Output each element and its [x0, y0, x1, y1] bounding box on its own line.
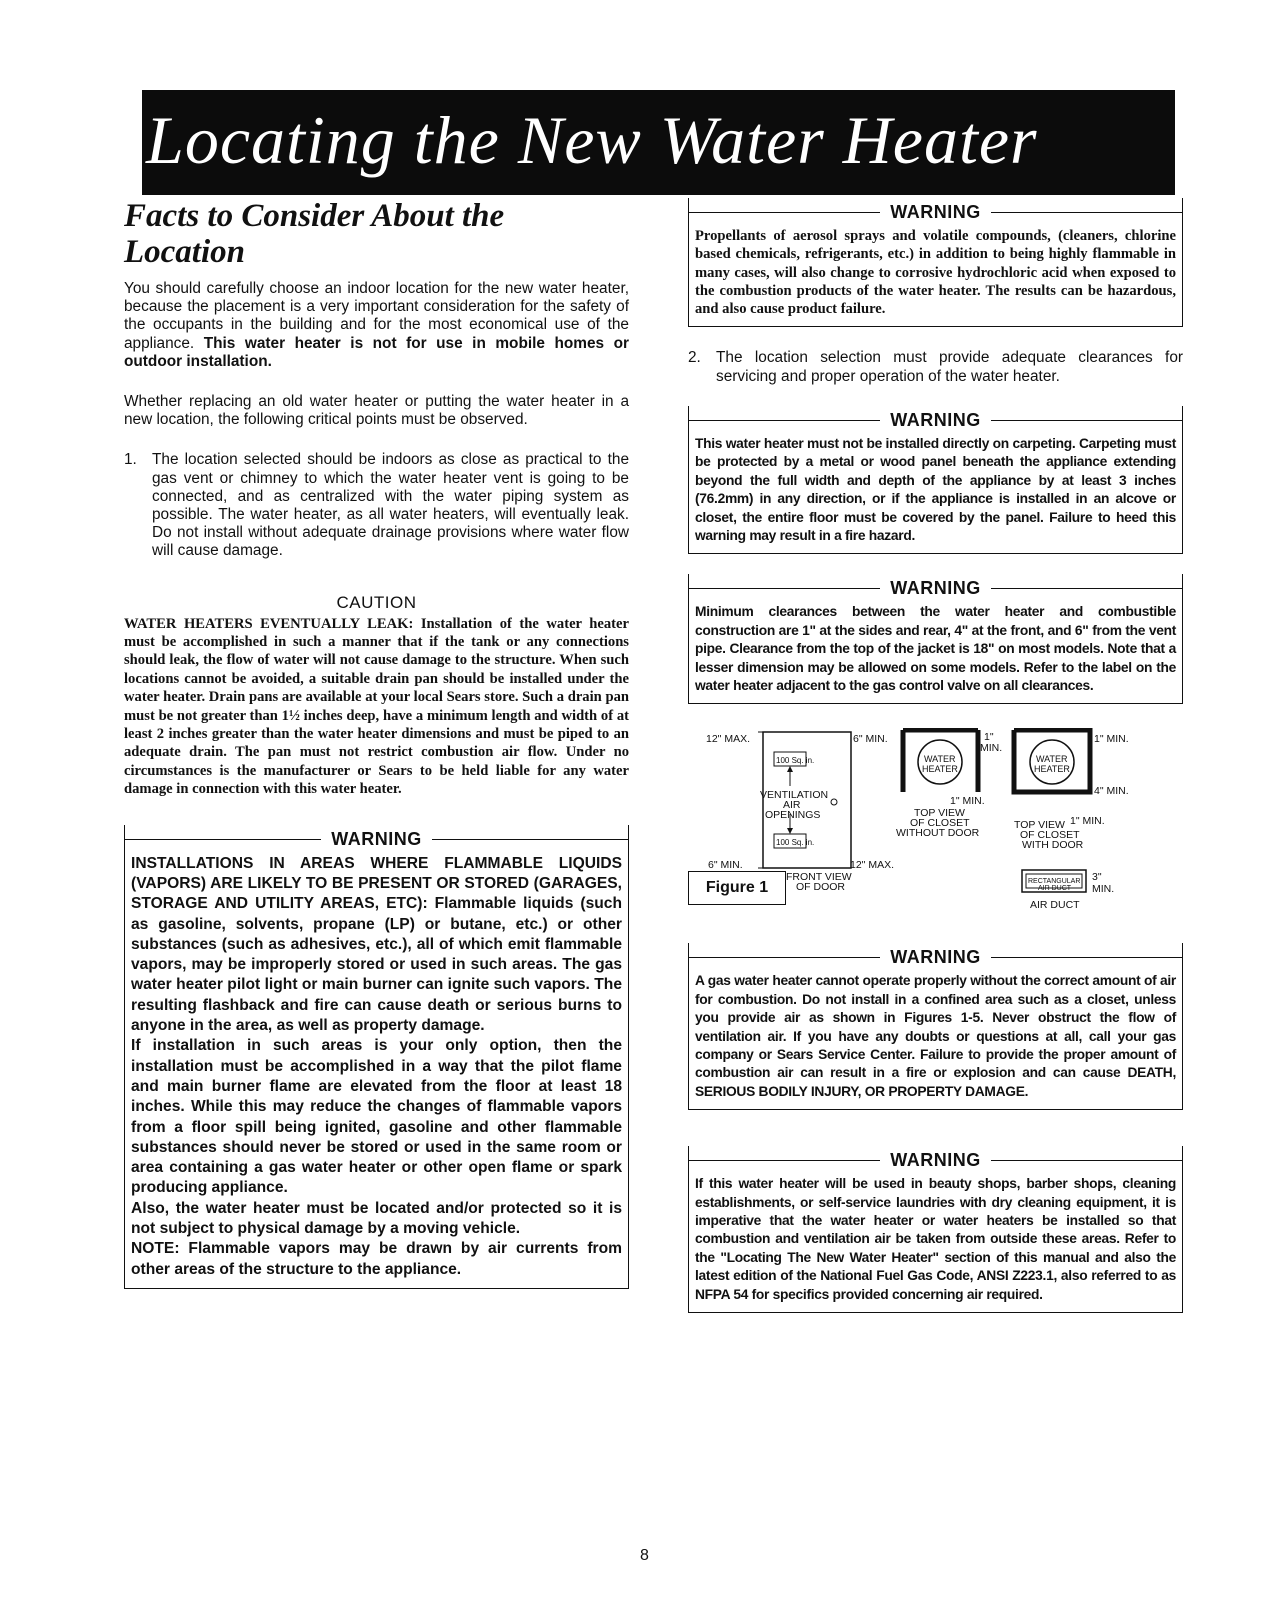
dim-1-min-label: 1" MIN.	[1094, 733, 1129, 746]
dim-3-min-label: 3"	[1092, 871, 1102, 884]
top-view-label: WITHOUT DOOR	[896, 827, 980, 840]
dim-1-min-label: 1" MIN.	[1070, 815, 1105, 828]
intro-paragraph	[124, 280, 629, 371]
dim-3-min-label: MIN.	[1092, 883, 1115, 896]
dim-1-min-label: MIN.	[980, 742, 1003, 755]
warning-heading: WARNING	[124, 829, 629, 850]
warning-heading: WARNING	[688, 410, 1183, 431]
warning-text: INSTALLATIONS IN AREAS WHERE FLAMMABLE LIQUIDS (VAPORS) ARE LIKELY TO BE PRESENT OR STORED (GARAGES, STORAGE AND UTILITY AREAS, ETC): Flammable liquids (such as gasoline, solvents, propane (LP) or butane, etc.) or other substances (such as adhesives, etc.), all of which emit flammable vapors, may be improperly stored or used in such areas. The gas water heater pilot light or main burner can ignite such vapors. The resulting flashback and fire can cause death or serious burns to anyone in the area, as well as property damage.	[131, 854, 622, 1035]
caution-heading: CAUTION	[336, 592, 417, 612]
list-item	[688, 349, 1183, 385]
dim-6-min-label: 6" MIN.	[708, 859, 743, 872]
title-banner	[142, 90, 1175, 195]
numbered-list	[124, 451, 629, 560]
warning-text: Minimum clearances between the water heater and combustible construction are 1" at the sides and rear, 4" at the front, and 6" from the vent pipe. Clearance from the top of the jacket is 18" on most models. Note that a lesser dimension may be allowed on some models. Refer to the label on the water heater adjacent to the gas control valve on all clearances.	[695, 604, 1176, 693]
warning-box-beauty-shops	[688, 1146, 1183, 1313]
top-view-label: TOP VIEW	[914, 807, 965, 820]
front-view-label: OF DOOR	[796, 881, 845, 894]
water-heater-label: WATER	[924, 754, 956, 765]
warning-text: If this water heater will be used in beauty shops, barber shops, cleaning establishments, or self-service laundries with dry cleaning equipment, it is imperative that the water heater or water heaters be installed so that combustion and ventilation air be taken from outside these areas. Refer to the "Locating The New Water Heater" section of this manual and also the latest edition of the National Fuel Gas Code, ANSI Z223.1, also referred to as NFPA 54 for specifics provided concerning air required.	[695, 1176, 1176, 1302]
top-view-label: OF CLOSET	[910, 817, 970, 830]
critical-points-paragraph: Whether replacing an old water heater or putting the water heater in a new location, the following critical points must be observed.	[124, 393, 629, 429]
list-item	[124, 451, 629, 560]
air-duct-label: AIR DUCT	[1030, 899, 1080, 912]
dim-12-max-label: 12" MAX.	[850, 859, 894, 872]
section-heading: Facts to Consider About the Location	[124, 198, 505, 270]
front-view-label: FRONT VIEW	[786, 871, 852, 884]
ventilation-label: VENTILATION	[760, 789, 829, 802]
page-number: 8	[640, 1547, 649, 1564]
list-text: The location selection must provide adequate clearances for servicing and proper operation of the water heater.	[716, 349, 1183, 385]
intro-text: You should carefully choose an indoor location for the new water heater, because the placement is a very important consideration for the safety of the occupants in the building and for the most economical use of the appliance.	[124, 280, 629, 352]
water-heater-label: WATER	[1036, 754, 1068, 765]
warning-heading: WARNING	[688, 1150, 1183, 1171]
warning-box-carpeting	[688, 406, 1183, 554]
top-view-label: WITH DOOR	[1022, 839, 1084, 852]
warning-box-flammable	[124, 825, 629, 1289]
list-number: 2.	[688, 349, 701, 367]
rectangular-duct-label: AIR DUCT	[1038, 885, 1072, 893]
opening-size-label: 100 Sq. in.	[776, 756, 815, 766]
left-column	[124, 198, 629, 1289]
warning-box-clearances	[688, 574, 1183, 704]
top-view-label: OF CLOSET	[1020, 829, 1080, 842]
air-label: AIR	[783, 799, 801, 812]
water-heater-label: HEATER	[922, 764, 958, 775]
intro-bold-text: This water heater is not for use in mobile homes or outdoor installation.	[124, 334, 630, 370]
rectangular-duct-label: RECTANGULAR	[1028, 878, 1081, 886]
warning-box-aerosol	[688, 198, 1183, 327]
warning-heading: WARNING	[688, 202, 1183, 223]
dim-4-min-label: 4" MIN.	[1094, 785, 1129, 798]
warning-text: NOTE: Flammable vapors may be drawn by air currents from other areas of the structure to the appliance.	[131, 1240, 622, 1278]
dim-1-min-label: 1" MIN.	[950, 795, 985, 808]
figure-label: Figure 1	[688, 871, 786, 905]
page-title: Locating the New Water Heater	[146, 102, 1038, 178]
list-text: The location selected should be indoors as close as practical to the gas vent or chimney to which the water heater vent is going to be connected, and as centralized with the water piping system as possible. The water heater, as all water heaters, will eventually leak. Do not install without adequate drainage provisions where water flow will cause damage.	[152, 451, 629, 560]
list-number: 1.	[124, 451, 137, 469]
warning-heading: WARNING	[688, 578, 1183, 599]
dim-6-min-label: 6" MIN.	[853, 733, 888, 746]
warning-text: This water heater must not be installed directly on carpeting. Carpeting must be protected by a metal or wood panel beneath the appliance extending beyond the full width and depth of the appliance by at least 3 inches (76.2mm) in any direction, or if the appliance is installed in an alcove or closet, the entire floor must be covered by the panel. Failure to heed this warning may result in a fire hazard.	[695, 435, 1176, 543]
warning-heading: WARNING	[688, 947, 1183, 968]
top-view-label: TOP VIEW	[1014, 819, 1065, 832]
dim-12-max-label: 12" MAX.	[706, 733, 750, 746]
openings-label: OPENINGS	[765, 809, 821, 822]
warning-text: A gas water heater cannot operate properly without the correct amount of air for combustion. Do not install in a confined area such as a closet, unless you provide air as shown in Figures 1-5. Never obstruct the flow of ventilation air. If you have any doubts or questions at all, call your gas company or Sears Service Center. Failure to provide the proper amount of combustion air can result in a fire or explosion and can cause DEATH, SERIOUS BODILY INJURY, OR PROPERTY DAMAGE.	[695, 973, 1176, 1099]
numbered-list	[688, 349, 1183, 385]
warning-text: Also, the water heater must be located and/or protected so it is not subject to physical damage by a moving vehicle.	[131, 1199, 622, 1238]
warning-box-combustion-air	[688, 943, 1183, 1110]
warning-text: Propellants of aerosol sprays and volatile compounds, (cleaners, chlorine based chemicals, refrigerants, etc.) in addition to being highly flammable in many cases, will also change to corrosive hydrochloric acid when exposed to the combustion products of the water heater. The results can be hazardous, and also cause product failure.	[695, 228, 1176, 318]
caution-text: WATER HEATERS EVENTUALLY LEAK: Installation of the water heater must be accomplished in such a manner that if the tank or any connections should leak, the flow of water will not cause damage to the structure. When such locations cannot be avoided, a suitable drain pan should be installed under the water heater. Drain pans are available at your local Sears store. Such a drain pan must be not greater than 1½ inches deep, have a minimum length and width of at least 2 inches greater than the water heater dimensions and must be piped to an adequate drain. The pan must not restrict combustion air flow. Under no circumstances is the manufacturer or Sears to be held liable for any water damage in connection with this water heater.	[124, 615, 629, 798]
opening-size-label: 100 Sq. in.	[776, 838, 815, 848]
water-heater-label: HEATER	[1034, 764, 1070, 775]
warning-text: If installation in such areas is your only option, then the installation must be accomplished in a way that the pilot flame and main burner flame are elevated from the floor at least 18 inches. While this may reduce the changes of flammable vapors from a floor spill being ignited, gasoline and other flammable substances should never be stored or used in the same room or area containing a gas water heater or other open flame or spark producing appliance.	[131, 1037, 622, 1197]
right-column	[688, 198, 1183, 1313]
dim-1-min-label: 1"	[984, 731, 994, 744]
